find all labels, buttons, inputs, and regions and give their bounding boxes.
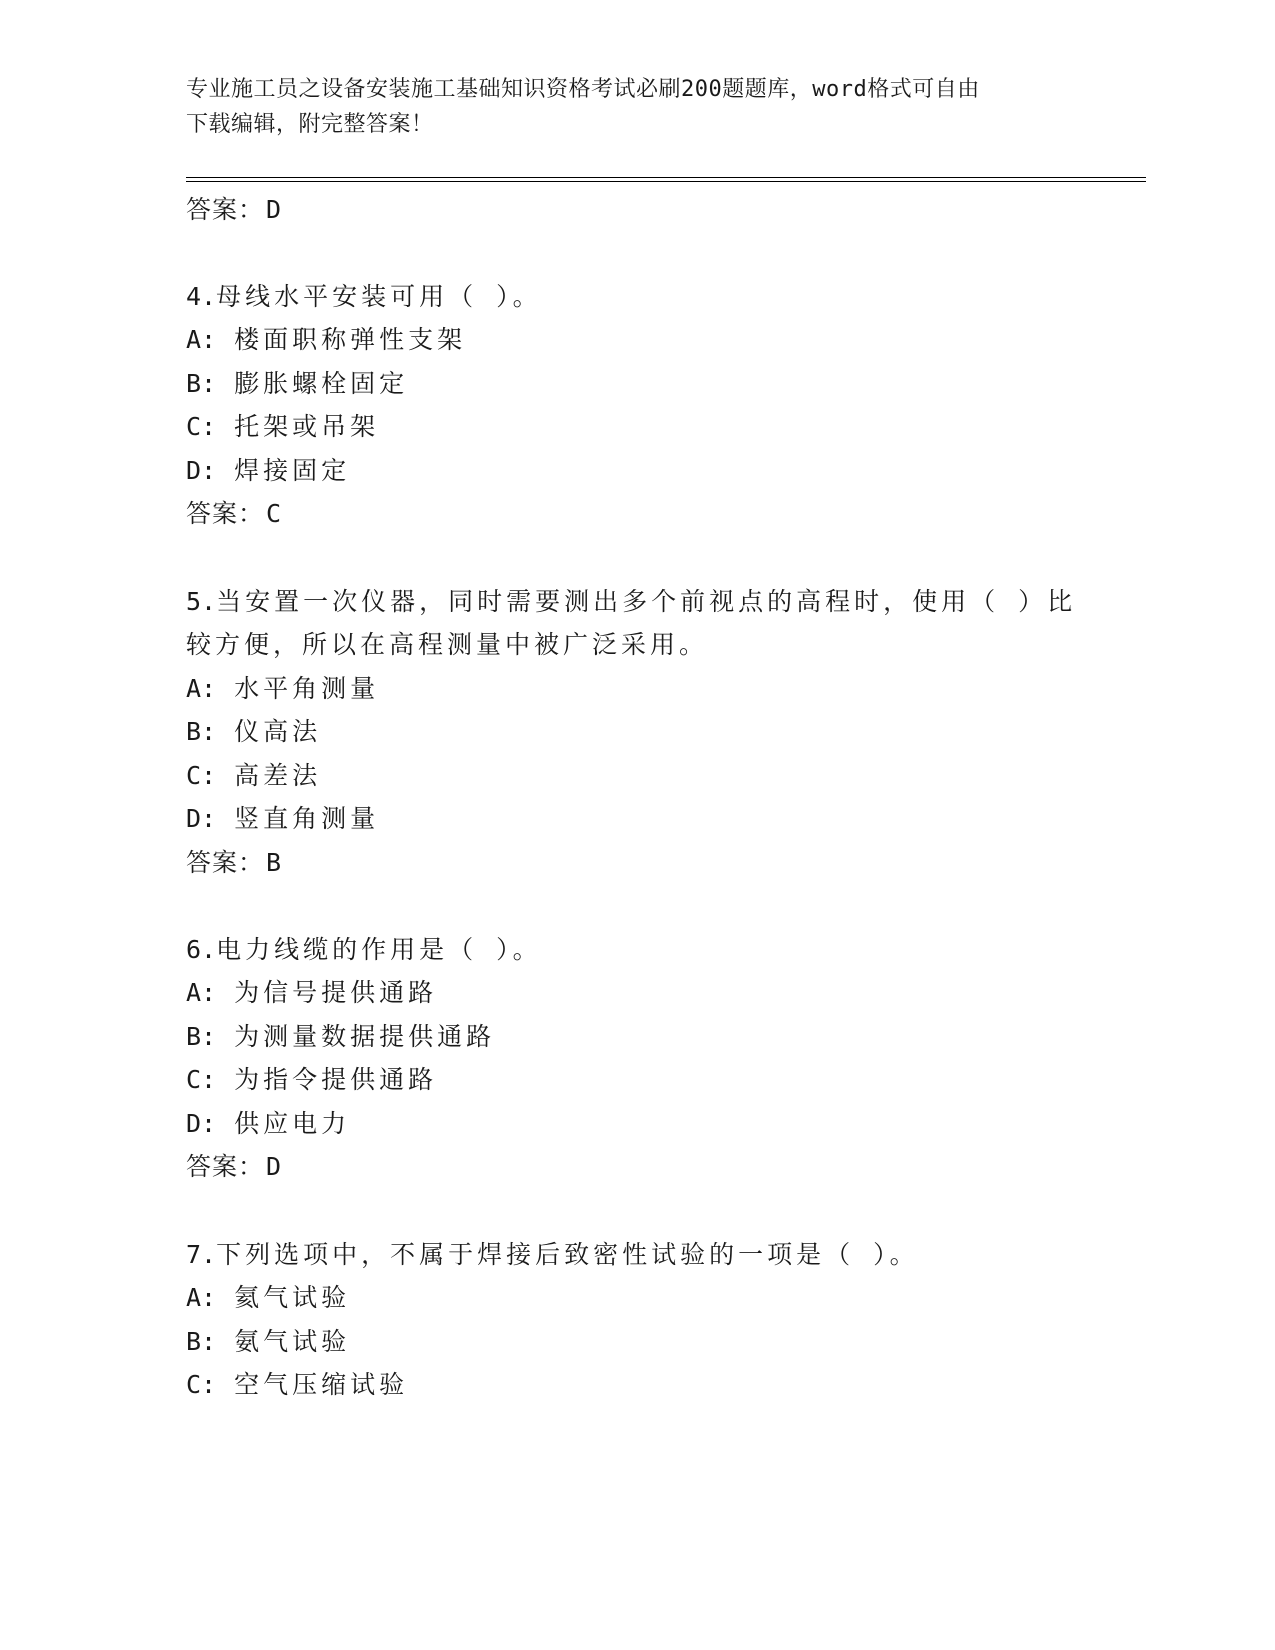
option-line [186, 976, 437, 1010]
answer-label: 答案： [186, 195, 265, 224]
answer-line [186, 846, 282, 880]
option-text: 仪高法 [234, 717, 322, 746]
header-divider-bottom [186, 181, 1146, 182]
option-prefix: B: [186, 369, 217, 398]
question-text-line: 电力线缆的作用是（ ）。 [216, 935, 542, 964]
option-prefix: B: [186, 717, 217, 746]
question-number: 4. [186, 282, 217, 311]
option-line [186, 1281, 350, 1315]
option-text: 空气压缩试验 [234, 1370, 409, 1399]
question-text [186, 933, 542, 967]
option-text: 氦气试验 [234, 1283, 351, 1312]
option-text: 为测量数据提供通路 [234, 1022, 496, 1051]
answer-value: D [266, 1152, 283, 1181]
option-text: 焊接固定 [234, 456, 351, 485]
header-line-2: 下载编辑，附完整答案！ [186, 112, 434, 137]
answer-label: 答案： [186, 1152, 265, 1181]
option-text: 楼面职称弹性支架 [234, 325, 467, 354]
question-text-continued [186, 628, 708, 662]
option-line [186, 1107, 350, 1141]
question-text-line: 母线水平安装可用（ ）。 [216, 282, 542, 311]
answer-value: D [266, 195, 283, 224]
option-line [186, 367, 408, 401]
document-header [186, 72, 1076, 142]
option-line [186, 715, 321, 749]
option-text: 水平角测量 [234, 674, 380, 703]
option-prefix: A: [186, 325, 217, 354]
option-prefix: C: [186, 1370, 217, 1399]
option-prefix: D: [186, 1109, 217, 1138]
question-text-line: 较方便，所以在高程测量中被广泛采用。 [186, 630, 709, 659]
option-line [186, 1020, 495, 1054]
option-line [186, 1325, 350, 1359]
question-number: 5. [186, 587, 217, 616]
answer-line [186, 497, 282, 531]
header-divider-top [186, 177, 1146, 178]
option-line [186, 1063, 437, 1097]
question-text [186, 280, 542, 314]
option-text: 氨气试验 [234, 1327, 351, 1356]
answer-value: C [266, 499, 283, 528]
header-line-1: 专业施工员之设备安装施工基础知识资格考试必刷200题题库，word格式可自由 [186, 77, 980, 102]
option-text: 高差法 [234, 761, 322, 790]
option-prefix: D: [186, 804, 217, 833]
option-line [186, 454, 350, 488]
option-prefix: C: [186, 1065, 217, 1094]
question-text-line: 当安置一次仪器，同时需要测出多个前视点的高程时，使用（ ）比 [216, 587, 1077, 616]
option-line [186, 323, 466, 357]
option-line [186, 410, 379, 444]
option-text: 竖直角测量 [234, 804, 380, 833]
answer-value: B [266, 848, 283, 877]
option-text: 供应电力 [234, 1109, 351, 1138]
option-prefix: A: [186, 1283, 217, 1312]
answer-label: 答案： [186, 848, 265, 877]
option-text: 为指令提供通路 [234, 1065, 438, 1094]
option-line [186, 802, 379, 836]
option-prefix: A: [186, 978, 217, 1007]
option-text: 膨胀螺栓固定 [234, 369, 409, 398]
option-prefix: C: [186, 761, 217, 790]
option-text: 托架或吊架 [234, 412, 380, 441]
option-text: 为信号提供通路 [234, 978, 438, 1007]
question-text [186, 1238, 919, 1272]
option-prefix: D: [186, 456, 217, 485]
question-number: 6. [186, 935, 217, 964]
option-prefix: B: [186, 1022, 217, 1051]
answer-line [186, 1150, 282, 1184]
option-line [186, 759, 321, 793]
question-text-line: 下列选项中，不属于焊接后致密性试验的一项是（ ）。 [216, 1240, 919, 1269]
question-text [186, 585, 1076, 619]
answer-line [186, 193, 282, 227]
option-prefix: A: [186, 674, 217, 703]
answer-label: 答案： [186, 499, 265, 528]
option-line [186, 1368, 408, 1402]
option-prefix: B: [186, 1327, 217, 1356]
option-line [186, 672, 379, 706]
option-prefix: C: [186, 412, 217, 441]
question-number: 7. [186, 1240, 217, 1269]
